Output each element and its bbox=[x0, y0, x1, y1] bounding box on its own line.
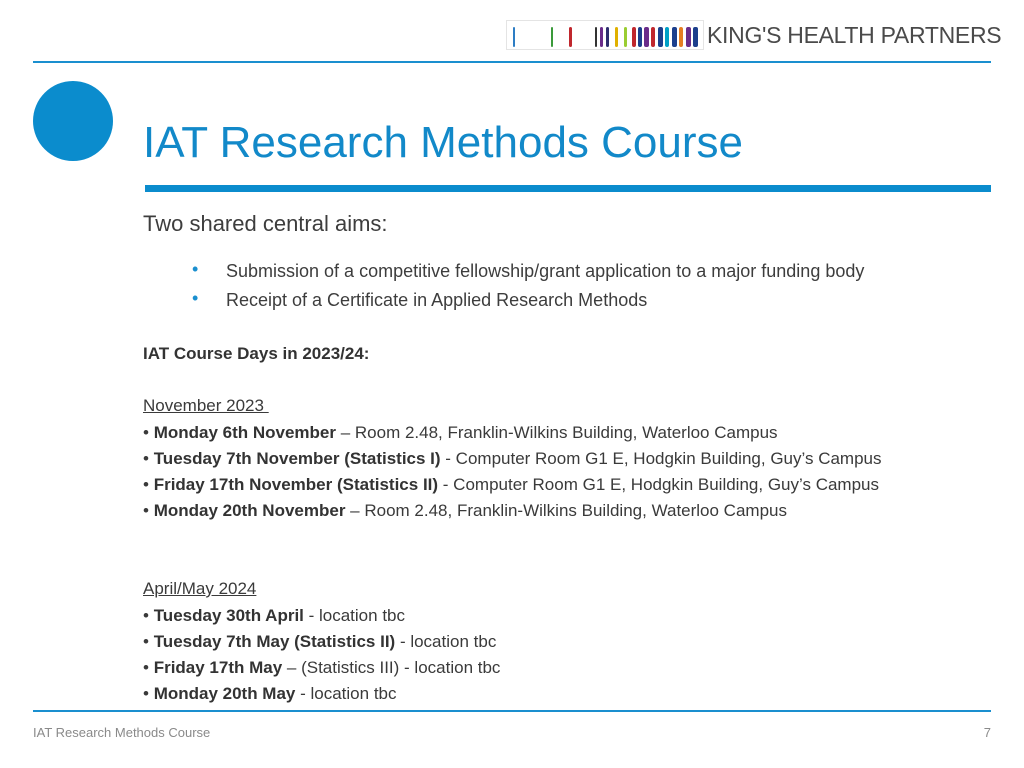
session-day: Monday 6th November bbox=[153, 423, 336, 442]
session-details: - location tbc bbox=[295, 684, 397, 703]
session-details: - location tbc bbox=[395, 632, 497, 651]
bullet-icon: • bbox=[192, 288, 199, 308]
session-details: – Room 2.48, Franklin-Wilkins Building, Waterloo Campus bbox=[345, 501, 787, 520]
logo-stripes-graphic bbox=[506, 20, 704, 50]
period-heading-november: November 2023 bbox=[143, 396, 269, 415]
session-day: Friday 17th November (Statistics II) bbox=[153, 475, 439, 494]
session-day: Tuesday 7th November (Statistics I) bbox=[153, 449, 441, 468]
aim-text: Submission of a competitive fellowship/grant application to a major funding body bbox=[226, 261, 865, 281]
session-item: • Tuesday 7th November (Statistics I) - Computer Room G1 E, Hodgkin Building, Guy’s Campus bbox=[143, 449, 882, 468]
aims-list bbox=[192, 260, 864, 318]
session-details: - Computer Room G1 E, Hodgkin Building, Guy’s Campus bbox=[438, 475, 879, 494]
slide-title: IAT Research Methods Course bbox=[143, 118, 743, 167]
session-item: • Tuesday 30th April - location tbc bbox=[143, 606, 405, 625]
session-details: – (Statistics III) - location tbc bbox=[282, 658, 501, 677]
session-day: Monday 20th May bbox=[153, 684, 296, 703]
aim-item bbox=[192, 289, 864, 318]
session-list-april-may bbox=[143, 605, 500, 709]
session-day: Friday 17th May bbox=[153, 658, 283, 677]
period-heading-april-may: April/May 2024 bbox=[143, 579, 257, 598]
decorative-circle bbox=[33, 81, 113, 161]
header-divider bbox=[33, 61, 991, 63]
session-item: • Tuesday 7th May (Statistics II) - location tbc bbox=[143, 632, 497, 651]
title-underline bbox=[145, 185, 991, 192]
session-item: • Monday 20th November – Room 2.48, Franklin-Wilkins Building, Waterloo Campus bbox=[143, 501, 787, 520]
session-item: • Friday 17th May – (Statistics III) - location tbc bbox=[143, 658, 501, 677]
footer-divider bbox=[33, 710, 991, 712]
session-details: - Computer Room G1 E, Hodgkin Building, Guy’s Campus bbox=[440, 449, 882, 468]
session-details: – Room 2.48, Franklin-Wilkins Building, Waterloo Campus bbox=[336, 423, 778, 442]
session-day: Monday 20th November bbox=[153, 501, 346, 520]
footer-course-name: IAT Research Methods Course bbox=[33, 725, 211, 740]
session-day: Tuesday 30th April bbox=[153, 606, 304, 625]
aim-text: Receipt of a Certificate in Applied Research Methods bbox=[226, 290, 648, 310]
session-details: - location tbc bbox=[303, 606, 405, 625]
session-item: • Monday 20th May - location tbc bbox=[143, 684, 397, 703]
course-days-heading: IAT Course Days in 2023/24: bbox=[143, 344, 370, 363]
aims-intro: Two shared central aims: bbox=[143, 211, 388, 236]
session-list-november bbox=[143, 422, 882, 526]
bullet-icon: • bbox=[192, 259, 199, 279]
session-item: • Friday 17th November (Statistics II) - Computer Room G1 E, Hodgkin Building, Guy’s Campus bbox=[143, 475, 879, 494]
kings-health-partners-logo bbox=[506, 18, 1001, 52]
page-number: 7 bbox=[983, 725, 991, 740]
logo-text: KING'S HEALTH PARTNERS bbox=[707, 21, 1002, 48]
session-item: • Monday 6th November – Room 2.48, Franklin-Wilkins Building, Waterloo Campus bbox=[143, 423, 778, 442]
aim-item bbox=[192, 260, 864, 289]
session-day: Tuesday 7th May (Statistics II) bbox=[153, 632, 396, 651]
